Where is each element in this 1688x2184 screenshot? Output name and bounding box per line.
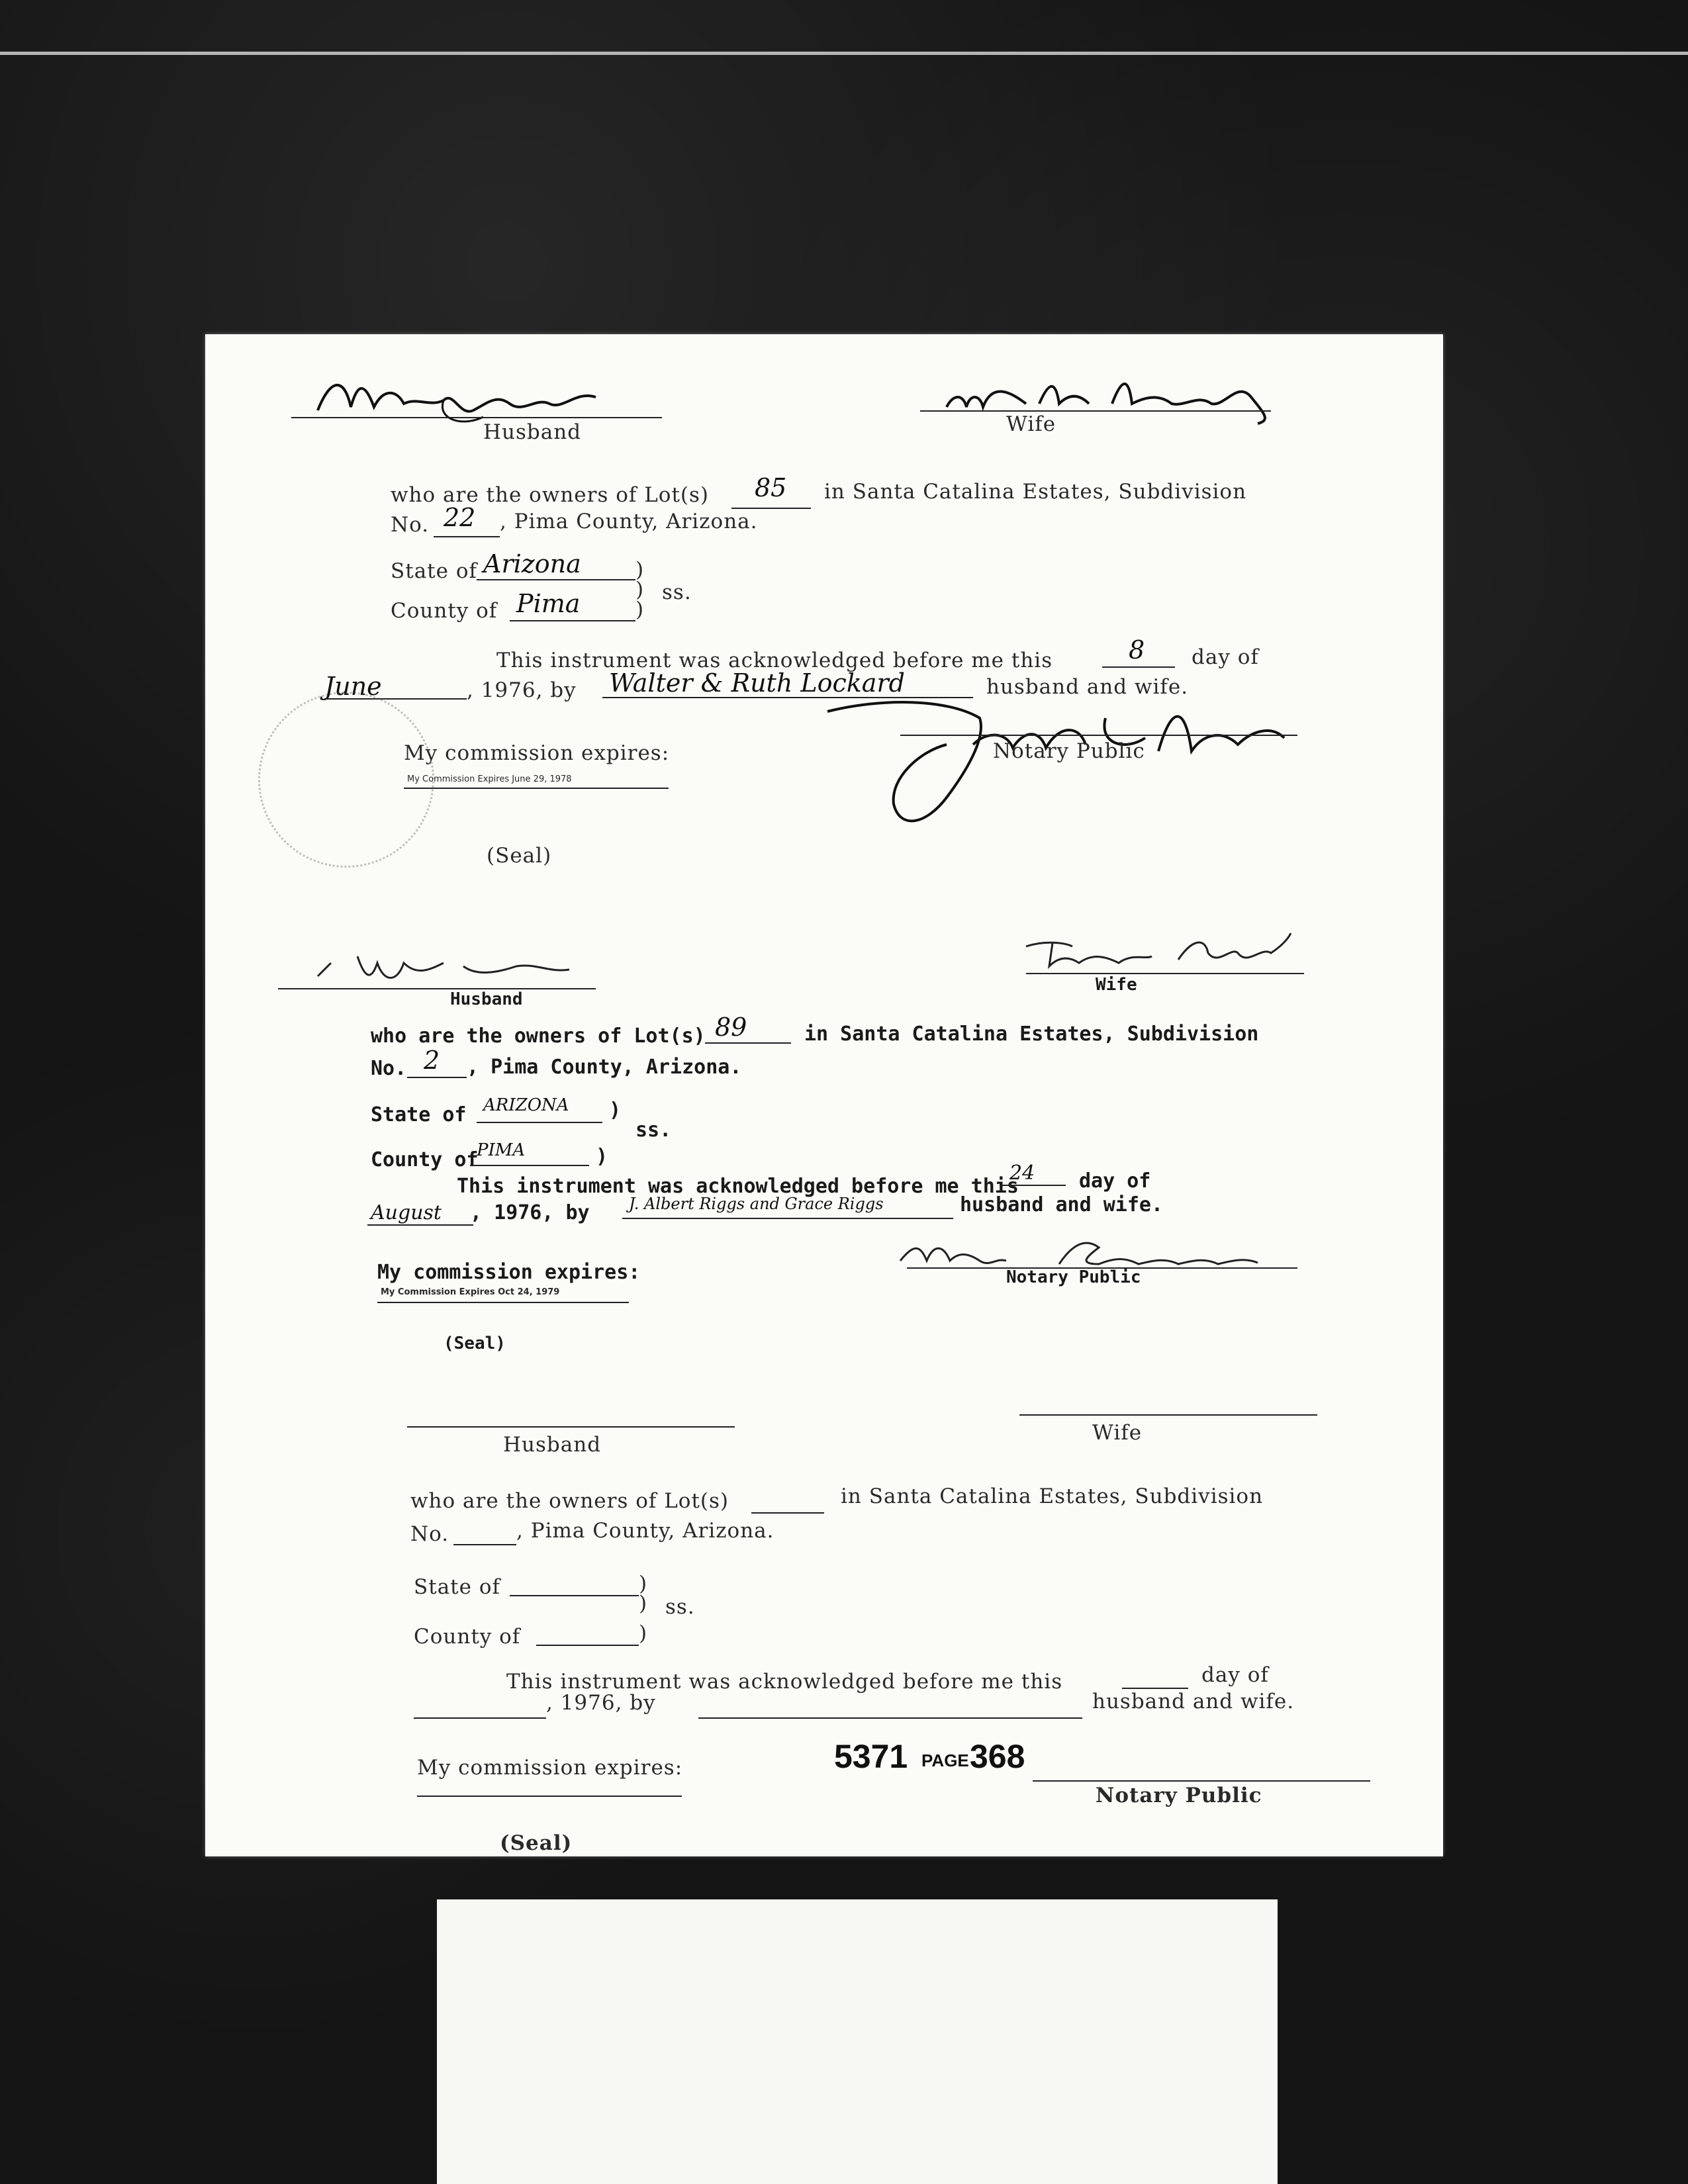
husband-and-wife-1: husband and wife. [986,675,1189,699]
month-value-1: June [324,672,382,701]
husband-label-2: Husband [450,989,523,1009]
day-of-2: day of [1079,1169,1151,1193]
no-line-2 [407,1077,467,1078]
state-line-3 [510,1595,639,1596]
state-line-2 [477,1122,602,1123]
subdivision-no-2: 2 [424,1046,440,1075]
state-label-1: State of [391,559,477,583]
ss-label-3: ss. [665,1595,695,1619]
husband-and-wife-2: husband and wife. [960,1193,1164,1216]
no-line-3 [453,1544,516,1545]
document-sheet [205,334,1443,1856]
state-line-1 [477,579,635,580]
lot-line-1 [731,508,811,509]
paren-1a: ) [635,558,645,582]
seal-label-2: (Seal) [444,1334,506,1353]
no-suffix-1: , Pima County, Arizona. [500,510,758,533]
ack-prefix-2: This instrument was acknowledged before me this [457,1175,1019,1198]
no-prefix-2: No. [371,1057,407,1080]
year-by-1: , 1976, by [467,678,577,702]
lot-value-1: 85 [755,473,787,502]
paren-3b: ) [639,1592,648,1615]
no-line-1 [434,536,500,537]
by-line-2 [622,1218,953,1219]
commission-label-2: My commission expires: [377,1261,641,1284]
husband-signature-line-1 [291,417,662,418]
paren-1c: ) [635,598,645,621]
wife-signature-line-3 [1019,1414,1317,1416]
paren-1b: ) [635,578,645,602]
husband-signature-line-2 [278,988,596,989]
month-line-3 [414,1717,546,1719]
commission-label-3: My commission expires: [417,1756,683,1780]
seal-label-1: (Seal) [487,844,552,868]
husband-label-3: Husband [503,1433,602,1457]
day-of-3: day of [1201,1663,1269,1687]
by-names-1: Walter & Ruth Lockard [609,668,905,698]
notary-signature-1 [814,692,1291,837]
wife-signature-line-1 [920,410,1271,412]
county-label-1: County of [391,599,498,623]
day-line-1 [1102,666,1175,668]
state-value-1: Arizona [483,549,581,578]
ss-label-1: ss. [662,580,692,604]
page-label: PAGE [921,1751,969,1770]
owners-suffix-3: in Santa Catalina Estates, Subdivision [841,1484,1264,1508]
no-prefix-1: No. [391,513,430,537]
month-line-2 [367,1224,473,1226]
state-value-2: ARIZONA [483,1095,569,1115]
day-of-1: day of [1192,645,1259,669]
wife-signature-2 [1019,927,1297,979]
no-suffix-3: , Pima County, Arizona. [516,1519,774,1543]
wife-label-1: Wife [1006,412,1056,436]
day-line-2 [1000,1185,1066,1186]
day-value-2: 24 [1009,1161,1035,1185]
notary-line-3 [1033,1780,1370,1782]
page-number: 368 [970,1738,1025,1775]
year-by-3: , 1976, by [546,1691,656,1715]
no-prefix-3: No. [410,1522,449,1546]
ack-prefix-1: This instrument was acknowledged before me this [496,649,1053,672]
commission-line-2 [377,1302,629,1303]
county-line-3 [536,1645,639,1646]
county-value-2: PIMA [477,1140,526,1160]
paren-2b: ) [596,1145,608,1168]
wife-label-3: Wife [1092,1421,1143,1445]
notary-label-1: Notary Public [993,739,1145,763]
paren-2a: ) [609,1099,622,1122]
ss-label-2: ss. [635,1118,672,1142]
subdivision-no-1: 22 [444,503,476,532]
county-line-1 [510,620,635,621]
paren-3c: ) [639,1621,648,1645]
wife-label-2: Wife [1096,975,1137,995]
owners-prefix-3: who are the owners of Lot(s) [410,1489,729,1513]
commission-label-1: My commission expires: [404,741,670,765]
by-line-3 [698,1717,1082,1719]
county-line-2 [470,1165,589,1166]
commission-stamp-1: My Commission Expires June 29, 1978 [407,774,572,784]
notary-line-1 [900,735,1297,736]
owners-suffix-2: in Santa Catalina Estates, Subdivision [804,1023,1259,1046]
day-value-1: 8 [1129,635,1145,664]
year-by-2: , 1976, by [470,1201,590,1224]
husband-signature-line-3 [407,1426,735,1428]
notary-label-2: Notary Public [1006,1267,1141,1287]
state-label-3: State of [414,1575,500,1599]
day-line-3 [1122,1688,1188,1689]
state-label-2: State of [371,1103,467,1126]
county-label-2: County of [371,1148,479,1171]
wife-signature-1 [940,367,1284,427]
lot-line-2 [705,1042,791,1044]
notary-label-3: Notary Public [1096,1784,1262,1807]
commission-line-3 [417,1796,682,1797]
lot-value-2: 89 [715,1013,747,1042]
county-label-3: County of [414,1625,521,1649]
underlying-sheet [437,1899,1278,2184]
wife-signature-line-2 [1026,973,1304,974]
owners-prefix-2: who are the owners of Lot(s) [371,1024,706,1048]
book-page-stamp [834,1737,1072,1777]
commission-stamp-2: My Commission Expires Oct 24, 1979 [381,1287,560,1297]
seal-label-3: (Seal) [500,1831,573,1855]
husband-and-wife-3: husband and wife. [1092,1690,1295,1713]
husband-label-1: Husband [483,420,582,444]
county-value-1: Pima [516,589,581,618]
owners-prefix-1: who are the owners of Lot(s) [391,483,710,507]
scan-edge-line [0,52,1688,55]
ack-prefix-3: This instrument was acknowledged before me this [506,1670,1063,1694]
commission-line-1 [404,788,669,789]
lot-line-3 [751,1512,824,1514]
book-number: 5371 [834,1738,908,1775]
month-value-2: August [371,1201,442,1224]
husband-signature-2 [305,943,596,989]
by-names-2: J. Albert Riggs and Grace Riggs [629,1195,884,1213]
paren-3a: ) [639,1572,648,1596]
no-suffix-2: , Pima County, Arizona. [467,1056,742,1079]
owners-suffix-1: in Santa Catalina Estates, Subdivision [824,480,1247,504]
